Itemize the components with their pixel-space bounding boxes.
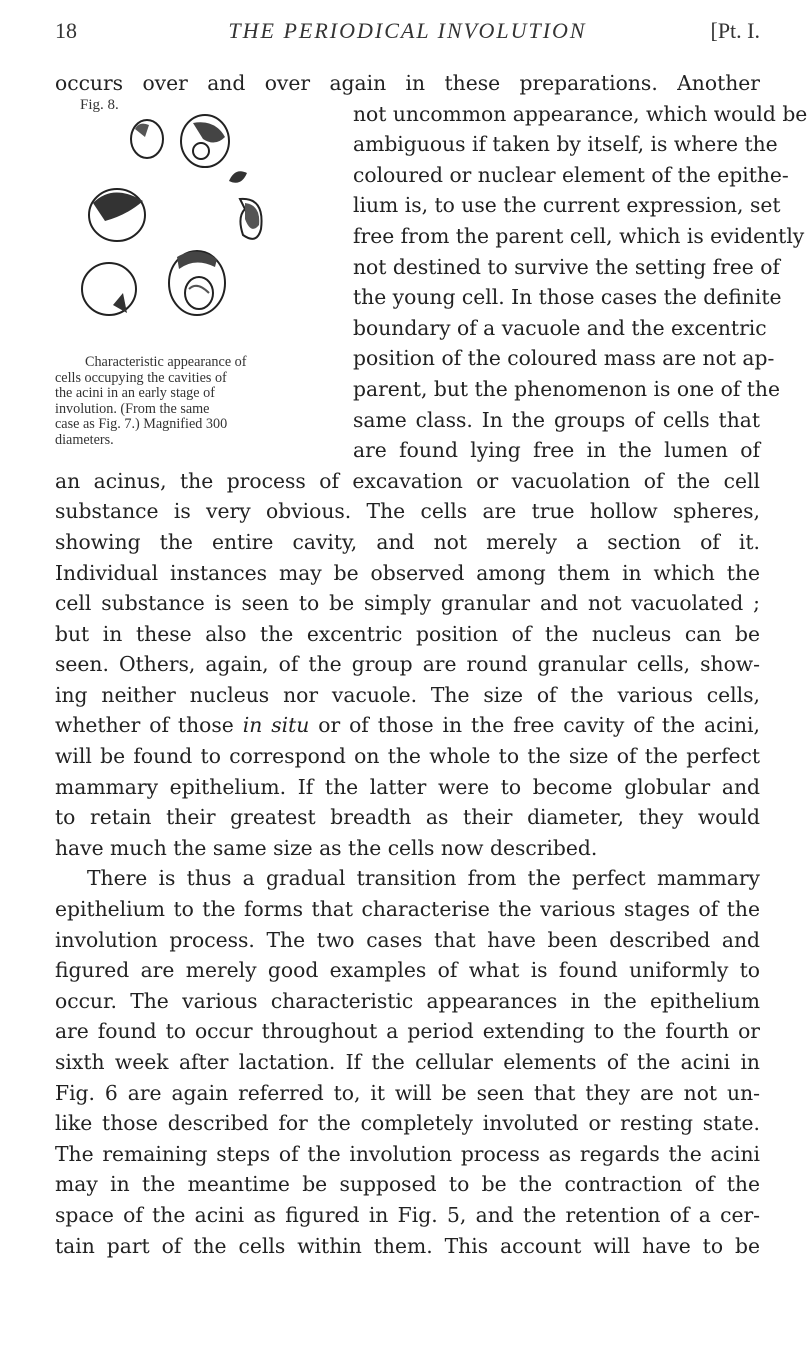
text-line: free from the parent cell, which is evidently [353,223,805,248]
text-line: epithelium to the forms that characterise the various stages of the [55,897,760,922]
text-line: space of the acini as figured in Fig. 5, and the retention of a cer- [55,1202,760,1227]
text-line: like those described for the completely involuted or resting state. [55,1111,760,1136]
text-line: boundary of a vacuole and the excentric [353,315,767,340]
text-line: may in the meantime be supposed to be the contraction of the [55,1172,760,1197]
text-line: The remaining steps of the involution process as regards the acini [55,1141,760,1166]
text-line: occur. The various characteristic appearances in the epithelium [55,988,760,1013]
text-line: showing the entire cavity, and not merely a section of it. [55,529,760,554]
text-segment: whether of those [55,713,243,738]
text-line: cell substance is seen to be simply granular and not vacuolated ; [55,591,760,616]
text-segment: or of those in the free cavity of the acini, [309,713,760,738]
text-line: seen. Others, again, of the group are round granular cells, show- [55,652,760,677]
text-line: same class. In the groups of cells that [353,407,760,432]
text-line: will be found to correspond on the whole to the size of the perfect [55,744,760,769]
text-line: tain part of the cells within them. This account will have to be [55,1233,760,1258]
body-text [55,68,807,1261]
italic-phrase: in situ [242,713,310,738]
running-head [55,18,760,48]
text-line: the young cell. In those cases the definite [353,285,782,310]
text-line: ing neither nucleus nor vacuole. The size of the various cells, [55,682,760,707]
text-line: coloured or nuclear element of the epithe- [353,162,789,187]
text-line: involution process. The two cases that have been described and [55,927,760,952]
text-line: lium is, to use the current expression, set [353,193,781,218]
text-line: occurs over and over again in these preparations. Another [55,71,760,95]
caption-line: Characteristic appearance of [85,354,247,370]
caption-line: cells occupying the cavities of [55,369,227,386]
text-line: ambiguous if taken by itself, is where the [353,132,778,157]
text-line: to retain their greatest breadth as their diameter, they would [55,805,760,830]
text-line: Individual instances may be observed among them in which the [55,560,760,585]
text-line-in-situ [55,710,760,741]
part-marker: [Pt. I. [710,18,760,43]
page-number: 18 [55,18,77,43]
text-line: but in these also the excentric position of the nucleus can be [55,621,760,646]
text-line: not destined to survive the setting free of [353,254,780,279]
caption-line: involution. (From the same [55,400,210,417]
text-line: sixth week after lactation. If the cellular elements of the acini in [55,1050,760,1074]
text-line: mammary epithelium. If the latter were to become globular and [55,774,760,799]
text-line: Fig. 6 are again referred to, it will be seen that they are not un- [55,1080,760,1105]
caption-line: case as Fig. 7.) Magnified 300 [55,416,228,432]
caption-line: the acini in an early stage of [55,385,215,401]
text-line: parent, but the phenomenon is one of the [353,376,780,401]
text-line: figured are merely good examples of what is found uniformly to [55,958,760,983]
text-line: are found to occur throughout a period extending to the fourth or [55,1019,760,1044]
running-title: THE PERIODICAL INVOLUTION [228,18,587,43]
text-line: not uncommon appearance, which would be [353,101,807,126]
figure-label: Fig. 8. [80,97,119,113]
text-line: are found lying free in the lumen of [353,438,760,463]
text-line: position of the coloured mass are not ap- [353,346,775,371]
text-line: substance is very obvious. The cells are true hollow spheres, [55,499,760,524]
text-line: have much the same size as the cells now described. [55,835,598,860]
text-beside-figure [353,99,807,466]
caption-line: diameters. [55,431,114,448]
text-line: There is thus a gradual transition from the perfect mammary [87,866,760,891]
text-line: an acinus, the process of excavation or vacuolation of the cell [55,468,760,493]
